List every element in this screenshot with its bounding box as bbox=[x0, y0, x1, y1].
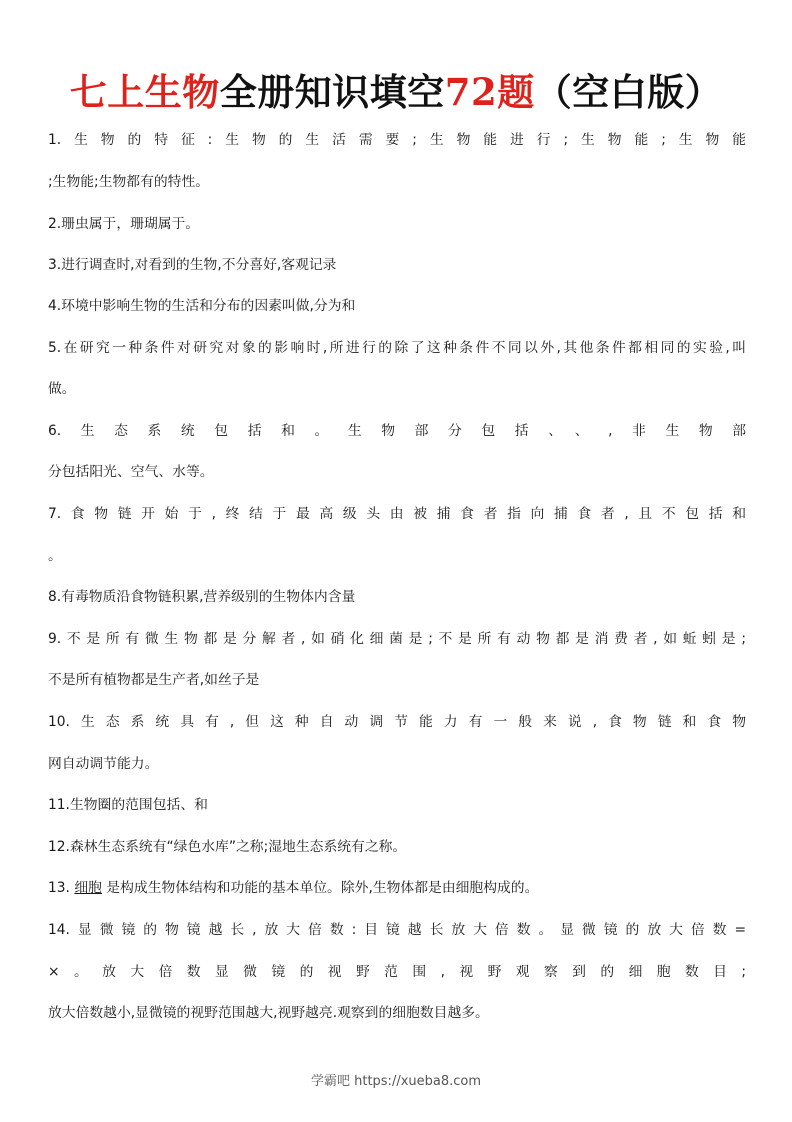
question-4: 4.环境中影响生物的生活和分布的因素叫做,分为和 bbox=[48, 298, 356, 314]
question-11: 11.生物圈的范围包括、和 bbox=[48, 797, 208, 813]
question-14-line-2: ×。放大倍数显微镜的视野范围,视野观察到的细胞数目; bbox=[48, 964, 747, 980]
question-14-line-1: 14.显微镜的物镜越长,放大倍数:目镜越长放大倍数。显微镜的放大倍数= bbox=[48, 922, 747, 938]
question-13: 13. 细胞 是构成生物体结构和功能的基本单位。除外,生物体都是由细胞构成的。 bbox=[48, 880, 539, 896]
footer-watermark: 学霸吧 https://xueba8.com bbox=[310, 1074, 482, 1089]
question-3: 3.进行调查时,对看到的生物,不分喜好,客观记录 bbox=[48, 257, 337, 273]
question-10-line-1: 10.生态系统具有,但这种自动调节能力有一般来说,食物链和食物 bbox=[48, 714, 746, 730]
question-5-line-1: 5.在研究一种条件对研究对象的影响时,所进行的除了这种条件不同以外,其他条件都相同的实验,叫 bbox=[48, 340, 746, 356]
question-1-line-1: 1.生物的特征:生物的生活需要;生物能进行;生物能;生物能 bbox=[48, 132, 746, 148]
question-12: 12.森林生态系统有“绿色水库”之称;湿地生态系统有之称。 bbox=[48, 839, 407, 855]
question-10-line-2: 网自动调节能力。 bbox=[48, 756, 159, 772]
question-7-line-2: 。 bbox=[48, 548, 62, 564]
title-edition: （空白版） bbox=[534, 70, 723, 114]
question-5-line-2: 做。 bbox=[48, 381, 76, 397]
question-9-line-1: 9.不是所有微生物都是分解者,如硝化细菌是;不是所有动物都是消费者,如蚯蚓是; bbox=[48, 631, 746, 647]
question-7-line-1: 7.食物链开始于,终结于最高级头由被捕食者指向捕食者,且不包括和 bbox=[48, 506, 747, 522]
title-red-part: 七上生物 bbox=[69, 70, 220, 114]
question-14-line-3: 放大倍数越小,显微镜的视野范围越大,视野越亮.观察到的细胞数目越多。 bbox=[48, 1005, 489, 1021]
question-2: 2.珊虫属于，珊瑚属于。 bbox=[48, 216, 200, 232]
question-8: 8.有毒物质沿食物链积累,营养级别的生物体内含量 bbox=[48, 589, 356, 605]
underlined-term: 细胞 bbox=[74, 880, 102, 896]
question-1-line-2: ;生物能;生物都有的特性。 bbox=[48, 174, 210, 190]
question-9-line-2: 不是所有植物都是生产者,如丝子是 bbox=[48, 672, 260, 688]
title-black-part: 全册知识填空 bbox=[219, 70, 445, 114]
document-title bbox=[0, 62, 792, 116]
question-6-line-2: 分包括阳光、空气、水等。 bbox=[48, 464, 214, 480]
title-red-count: 72题 bbox=[444, 70, 535, 114]
question-6-line-1: 6.生态系统包括和。生物部分包括、、,非生物部 bbox=[48, 423, 747, 439]
